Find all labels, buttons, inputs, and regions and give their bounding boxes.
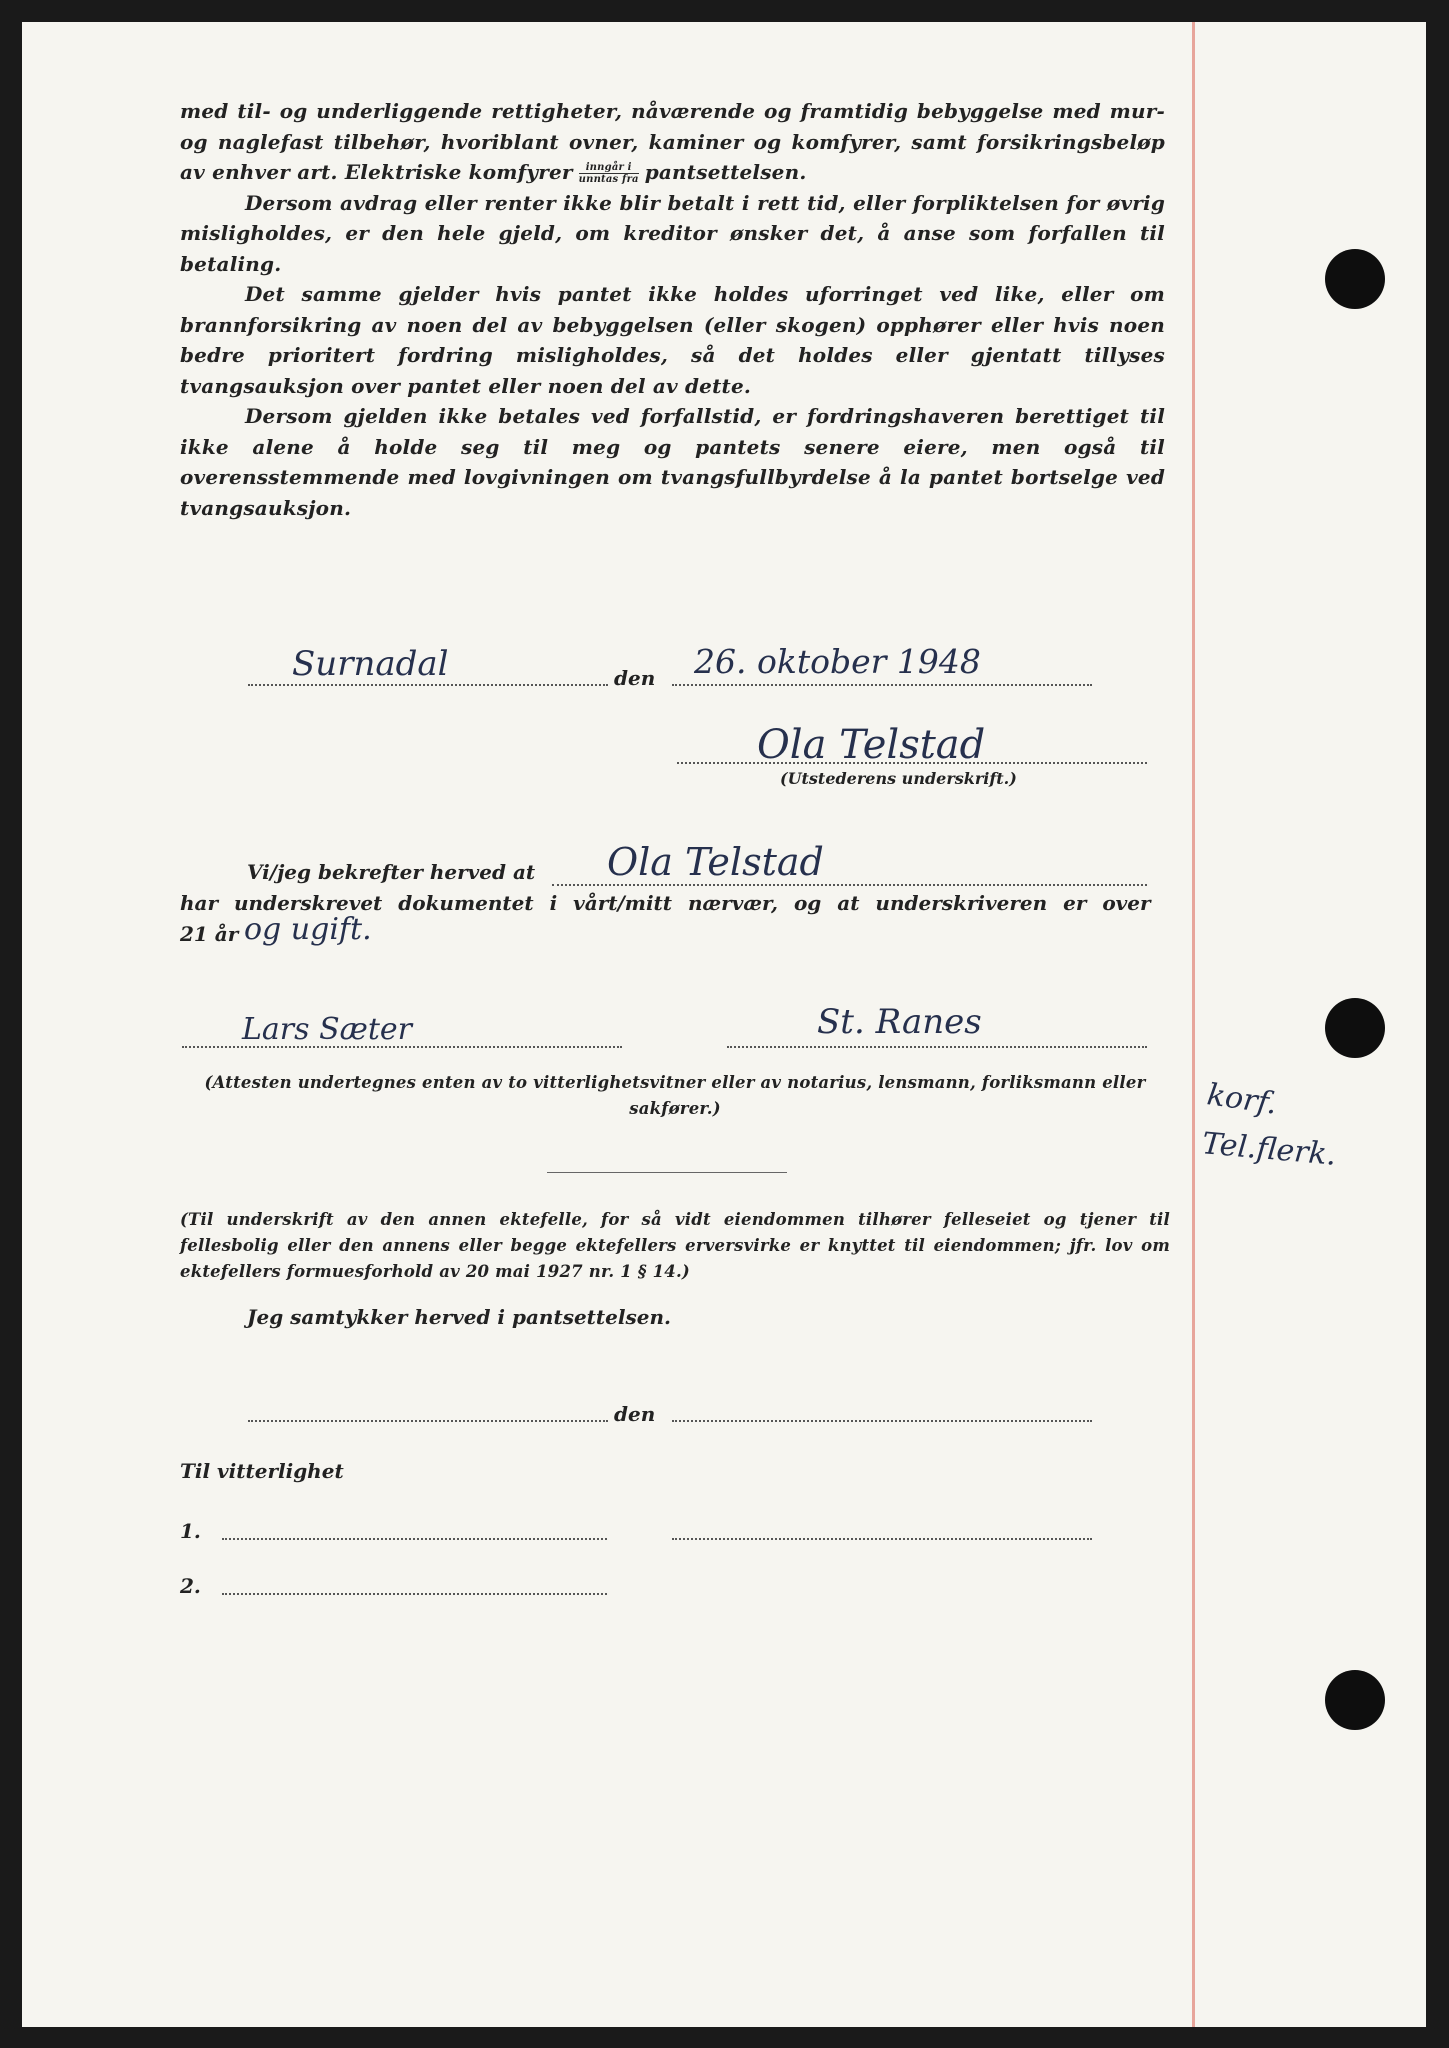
- punch-hole: [1325, 1670, 1385, 1730]
- witness-1-name-dotline: [222, 1538, 607, 1540]
- age-handwritten: og ugift.: [244, 912, 372, 947]
- consent-text: Jeg samtykker herved i pantsettelsen.: [247, 1305, 671, 1329]
- section-divider: [547, 1172, 787, 1173]
- attested-name-handwritten: Ola Telstad: [607, 840, 824, 884]
- attested-name-dotline: [552, 884, 1147, 886]
- paragraph-2: Dersom avdrag eller renter ikke blir betalt i rett tid, eller forpliktelsen for øvrig misligholdes, er den hele gjeld, om kreditor ønsker det, å anse som forfallen til betaling.: [180, 190, 1165, 276]
- place-dotline: [248, 684, 608, 686]
- punch-hole: [1325, 249, 1385, 309]
- date-handwritten: 26. oktober 1948: [694, 642, 981, 681]
- witness-heading: Til vitterlighet: [180, 1459, 344, 1483]
- witness-2-name-dotline: [222, 1593, 607, 1595]
- issuer-signature: Ola Telstad: [757, 722, 986, 768]
- spouse-place-dotline: [248, 1420, 608, 1422]
- witness-number-1: 1.: [180, 1519, 201, 1543]
- spouse-den-label: den: [614, 1402, 656, 1426]
- witness-1-signature: Lars Sæter: [242, 1012, 412, 1047]
- den-label: den: [614, 666, 656, 690]
- margin-rule: [1192, 22, 1195, 2027]
- issuer-caption: (Utstederens underskrift.): [780, 769, 1017, 788]
- attestation-note: (Attesten undertegnes enten av to vitterlighetsvitner eller av notarius, lensmann, forliksmann eller sakfører.): [204, 1073, 1146, 1118]
- margin-note-1: korf.: [1204, 1077, 1280, 1122]
- paragraph-4: Dersom gjelden ikke betales ved forfallstid, er fordringshaveren berettiget til ikke alene å holde seg til meg og pantets senere eiere, men også til overensstemmende med lovgivningen om tvangsfullbyrdelse å la pantet bortselge ved tvangsauksjon.: [180, 404, 1165, 520]
- mortgage-terms: [180, 96, 1165, 523]
- attestation-line: har underskrevet dokumentet i vårt/mitt nærvær, og at underskriveren er over: [180, 891, 1151, 915]
- document-page: [22, 22, 1426, 2027]
- margin-note-2: Tel.flerk.: [1200, 1126, 1338, 1173]
- place-handwritten: Surnadal: [292, 644, 449, 684]
- komfyrer-fraction: $\frac{\text{inngår i}}{\text{unntas fra}}$: [578, 162, 639, 185]
- witness-number-2: 2.: [180, 1574, 201, 1598]
- age-label: 21 år: [180, 922, 239, 946]
- paragraph-1: med til- og underliggende rettigheter, nåværende og framtidig bebyggelse med mur- og naglefast tilbehør, hvoriblant ovner, kaminer og komfyrer, samt forsikringsbeløp av enhver art. Elektriske komfyrer $\frac{\text{inngår i}}{\text{unntas fra}}$ pantsettelsen.: [180, 99, 1165, 185]
- paragraph-3: Det samme gjelder hvis pantet ikke holdes uforringet ved like, eller om brannforsikring av noen del av bebyggelsen (eller skogen) opphører eller hvis noen bedre prioritert fordring misligholdes, så det holdes eller gjentatt tillyses tvangsauksjon over pantet eller noen del av dette.: [180, 282, 1165, 398]
- witness-2-signature: St. Ranes: [817, 1002, 982, 1042]
- witness-1-address-dotline: [672, 1538, 1092, 1540]
- witness-2-dotline: [727, 1046, 1147, 1048]
- spouse-date-dotline: [672, 1420, 1092, 1422]
- spouse-note: (Til underskrift av den annen ektefelle, for så vidt eiendommen tilhører felleseiet og tjener til fellesbolig eller den annens eller begge ektefellers erversvirke er knyttet til eiendommen; jfr. lov om ektefellers formuesforhold av 20 mai 1927 nr. 1 § 14.): [180, 1210, 1170, 1281]
- witness-1-dotline: [182, 1046, 622, 1048]
- date-dotline: [672, 684, 1092, 686]
- punch-hole: [1325, 998, 1385, 1058]
- confirm-label: Vi/jeg bekrefter herved at: [247, 860, 536, 884]
- issuer-dotline: [677, 762, 1147, 764]
